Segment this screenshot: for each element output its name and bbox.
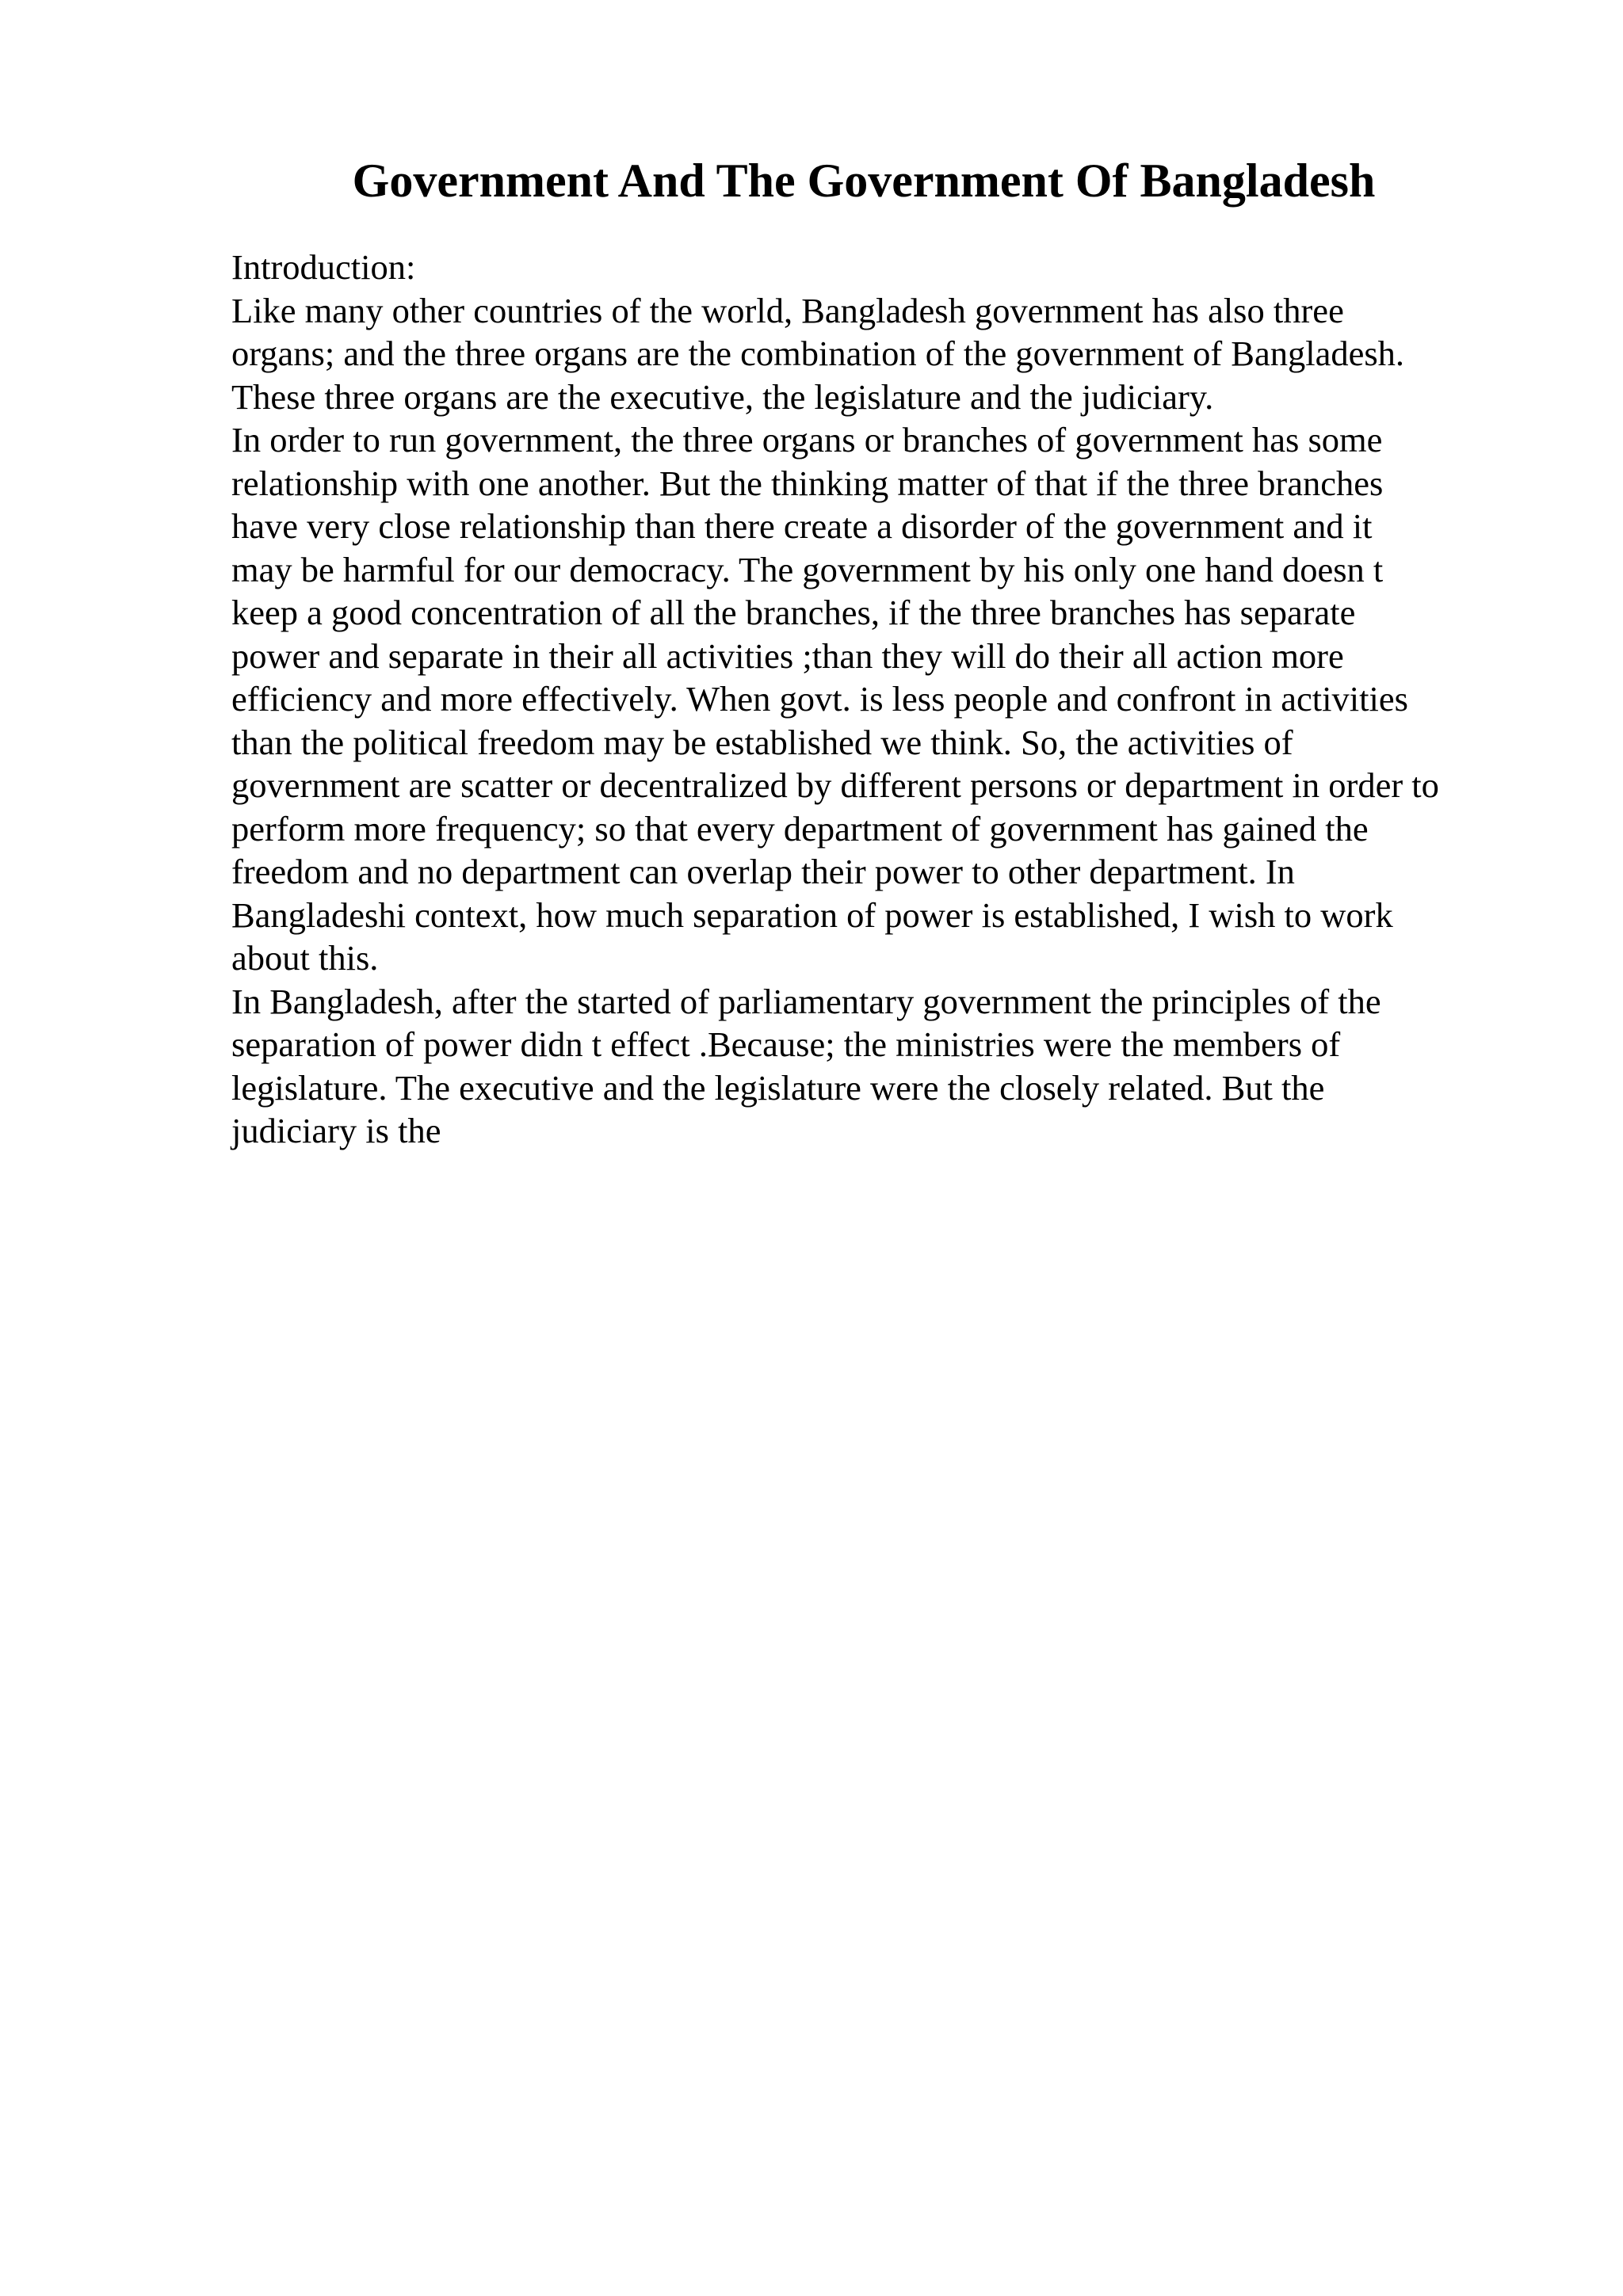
- text-line: may be harmful for our democracy. The government by his only one hand doesn t: [231, 549, 1384, 589]
- text-line: government are scatter or decentralized by different persons or department in order to: [231, 765, 1439, 805]
- text-line: Introduction:: [231, 247, 416, 287]
- text-line: perform more frequency; so that every department of government has gained the: [231, 808, 1369, 849]
- text-line: Bangladeshi context, how much separation of power is established, I wish to work: [231, 894, 1393, 935]
- text-line: about this.: [231, 938, 379, 978]
- text-line: freedom and no department can overlap their power to other department. In: [231, 852, 1295, 891]
- text-line: judiciary is the: [231, 1111, 441, 1150]
- document-title: Government And The Government Of Bangladesh: [352, 154, 1376, 207]
- text-line: than the political freedom may be established we think. So, the activities of: [231, 722, 1293, 762]
- text-line: In Bangladesh, after the started of parliamentary government the principles of the: [231, 981, 1381, 1021]
- document-body: [231, 246, 1515, 1153]
- text-line: efficiency and more effectively. When govt. is less people and confront in activities: [231, 679, 1408, 719]
- text-line: have very close relationship than there create a disorder of the government and it: [231, 506, 1373, 546]
- text-line: legislature. The executive and the legislature were the closely related. But the: [231, 1067, 1325, 1108]
- text-line: In order to run government, the three organs or branches of government has some: [231, 420, 1383, 460]
- text-line: power and separate in their all activities ;than they will do their all action more: [231, 635, 1344, 676]
- text-line: These three organs are the executive, the legislature and the judiciary.: [231, 376, 1214, 417]
- text-line: separation of power didn t effect .Because; the ministries were the members of: [231, 1024, 1341, 1064]
- text-line: organs; and the three organs are the combination of the government of Bangladesh.: [231, 334, 1405, 373]
- text-line: Like many other countries of the world, Bangladesh government has also three: [231, 290, 1344, 330]
- text-line: relationship with one another. But the thinking matter of that if the three branches: [231, 463, 1384, 503]
- text-line: keep a good concentration of all the branches, if the three branches has separate: [231, 593, 1356, 632]
